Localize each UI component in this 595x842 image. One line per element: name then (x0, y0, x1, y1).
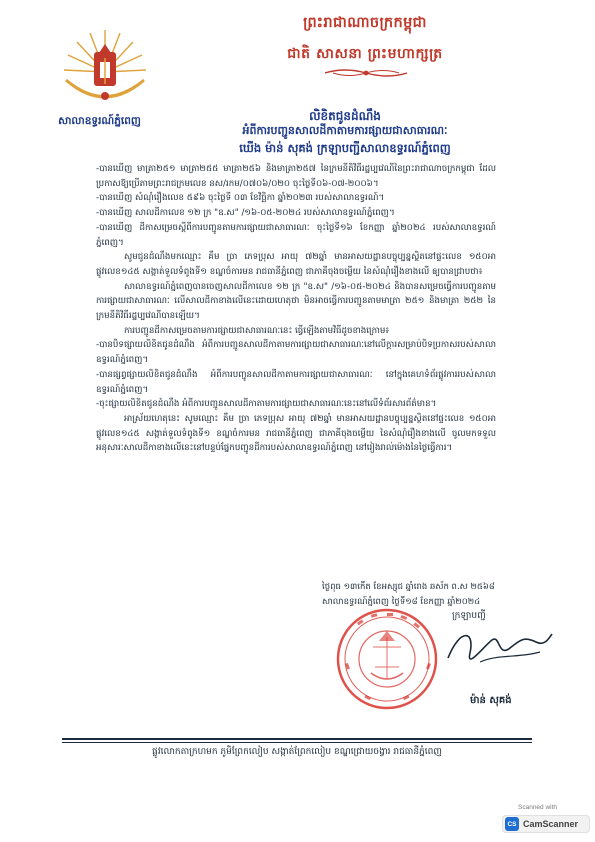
handwritten-signature-icon (440, 618, 555, 678)
footer-rule (62, 742, 532, 743)
signer-title: ក្រឡាបញ្ជី (452, 611, 486, 621)
notice-paragraph: សាលាឧទ្ធរណ៍ភ្នំពេញបានចេញសាលដីកាលេខ ១២ ក្រ "ឧ.ស" /១៦-០៥-២០២៤ និងបានសម្រេចធ្វើការបញ្ជូនតាមការផ្សាយជាសាធារណៈ លើសាលដីកាខាងលើនេះដោយហេតុថា មិនអាចធ្វើការបញ្ជូនតាមមាត្រា ២៥១ និងមាត្រា ២៥២ នៃក្រមនីតិវិធីរដ្ឋប្បវេណីបានឡើយ។ (96, 281, 496, 322)
lunar-date: ថ្ងៃពុធ ១៣កើត ខែអស្សុជ ឆ្នាំរោង ឆស័ក ព.ស ២៥៦៨ (322, 582, 495, 592)
date-block (322, 580, 532, 609)
reference-item: -បានឃើញ មាត្រា២៥១ មាត្រា២៥៥ មាត្រា២៥៦ និងមាត្រា២៥៧ នៃក្រមនីតិវិធីរដ្ឋប្បវេណីនៃព្រះរាជាណាចក្រកម្ពុជា ដែលប្រកាសឱ្យប្រើតាមព្រះរាជក្រមលេខ នស/រកម/០៧០៦/០២០ ចុះថ្ងៃទី០៦-០៧-២០០៦។ (96, 164, 496, 189)
footer-rule (62, 738, 532, 740)
camscanner-logo-icon: CS (505, 817, 519, 831)
notice-body (96, 162, 496, 456)
notice-paragraph: សូមជូនដំណឹងមកឈ្មោះ គឹម ច្រា ភេទប្រុស អាយុ ៧២ឆ្នាំ មានអាសយដ្ឋានបច្ចុប្បន្នស្ថិតនៅផ្ទះលេខ ១៥០អា ផ្លូវលេខ១៤៥ សង្កាត់ទួលទំពូងទី១ ខណ្ឌចំការមន រាជធានីភ្នំពេញ ជាភាគីចុងចម្លើយ នៃសំណុំរឿងខាងលើ ឲ្យបានជ្រាបថា៖ (96, 252, 496, 277)
scanner-caption: Scanned with (518, 804, 558, 811)
reference-item: -បានឃើញ សាលដីកាលេខ ១២ ក្រ "ឧ.ស" /១៦-០៥-២០២៤ របស់សាលាឧទ្ធរណ៍ភ្នំពេញ។ (96, 208, 395, 219)
footer-address: ផ្លូវលោកតាក្រហមក ភូមិព្រែកលៀប សង្កាត់ព្រែកលៀប ខណ្ឌជ្រោយចង្វារ រាជធានីភ្នំពេញ (152, 747, 442, 757)
national-motto: ជាតិ សាសនា ព្រះមហាក្សត្រ (287, 46, 443, 62)
signer-name: ម៉ាន់ សុគង់ (470, 695, 512, 706)
scanner-badge (502, 815, 590, 833)
kingdom-name: ព្រះរាជាណាចក្រកម្ពុជា (303, 14, 427, 31)
notice-subject: អំពីការបញ្ជូនសាលដីកាតាមការផ្សាយជាសាធារណៈ (242, 124, 448, 137)
scanner-name: CamScanner (523, 819, 579, 829)
method-item: -បានផ្សព្វផ្សាយលិខិតជូនដំណឹង អំពីការបញ្ជូនសាលដីកាតាមការផ្សាយជាសាធារណៈ នៅក្នុងគេហទំព័រផ្លូវការរបស់សាលាឧទ្ធរណ៍ភ្នំពេញ។ (96, 369, 496, 395)
reference-item: -បានឃើញ ដីកាសម្រេចស្តីពីការបញ្ជូនតាមការផ្សាយជាសាធារណៈ ចុះថ្ងៃទី១៦ ខែកញ្ញា ឆ្នាំ២០២៤ របស់សាលាឧទ្ធរណ៍ភ្នំពេញ។ (96, 222, 496, 248)
tacteng-ornament-icon (325, 66, 407, 80)
notice-title: លិខិតជូនដំណឹង (309, 109, 381, 123)
notice-issuer: ឃើង ម៉ាន់ សុគង់ ក្រឡាបញ្ជីសាលាឧទ្ធរណ៍ភ្នំពេញ (239, 141, 451, 155)
court-name: សាលាឧទ្ធរណ៍ភ្នំពេញ (58, 115, 141, 127)
court-emblem-icon (60, 22, 150, 114)
solar-date: សាលាឧទ្ធរណ៍ភ្នំពេញ ថ្ងៃទី១៨ ខែកញ្ញា ឆ្នាំ២០២៤ (322, 596, 481, 607)
notice-paragraph: ការបញ្ជូនដីកាសម្រេចតាមការផ្សាយជាសាធារណៈនេះ ធ្វើឡើងតាមវិធីដូចខាងក្រោម៖ (124, 325, 390, 336)
method-item: -បានបិទផ្សាយលិខិតជូនដំណឹង អំពីការបញ្ជូនសាលដីកាតាមការផ្សាយជាសាធារណៈនៅលើក្ដារសម្រាប់បិទប្រកាសរបស់សាលាឧទ្ធរណ៍ភ្នំពេញ។ (96, 340, 496, 366)
reference-item: -បានឃើញ សំណុំរឿងលេខ ៥៩៦ ចុះថ្ងៃទី ០៣ ខែវិច្ឆិកា ឆ្នាំ២០២៣ របស់សាលាឧទ្ធរណ៍។ (96, 193, 385, 204)
method-item: -ចុះផ្សាយលិខិតជូនដំណឹង អំពីការបញ្ជូនសាលដីកាតាមការផ្សាយជាសាធារណៈនេះនៅលើទំព័រសារព័ត៌មាន។ (96, 399, 437, 410)
official-seal-icon (335, 607, 440, 712)
notice-paragraph: អាស្រ័យហេតុនេះ សូមឈ្មោះ គឹម ច្រា ភេទប្រុស អាយុ ៧២ឆ្នាំ មានអាសយដ្ឋានបច្ចុប្បន្នស្ថិតនៅផ្ទះលេខ ១៥០អា ផ្លូវលេខ១៤៥ សង្កាត់ទួលទំពូងទី១ ខណ្ឌចំការមន រាជធានីភ្នំពេញ ជាភាគីចុងចម្លើយ នៃសំណុំរឿងខាងលើ ចូលមកទទួលអនុសារៈសាលដីកាខាងលើនេះនៅបន្ទប់ផ្នែកបញ្ជូនដីការបស់សាលាឧទ្ធរណ៍ភ្នំពេញ នៅរៀងរាល់ម៉ោងនៃថ្ងៃធ្វើការ។ (96, 413, 496, 454)
